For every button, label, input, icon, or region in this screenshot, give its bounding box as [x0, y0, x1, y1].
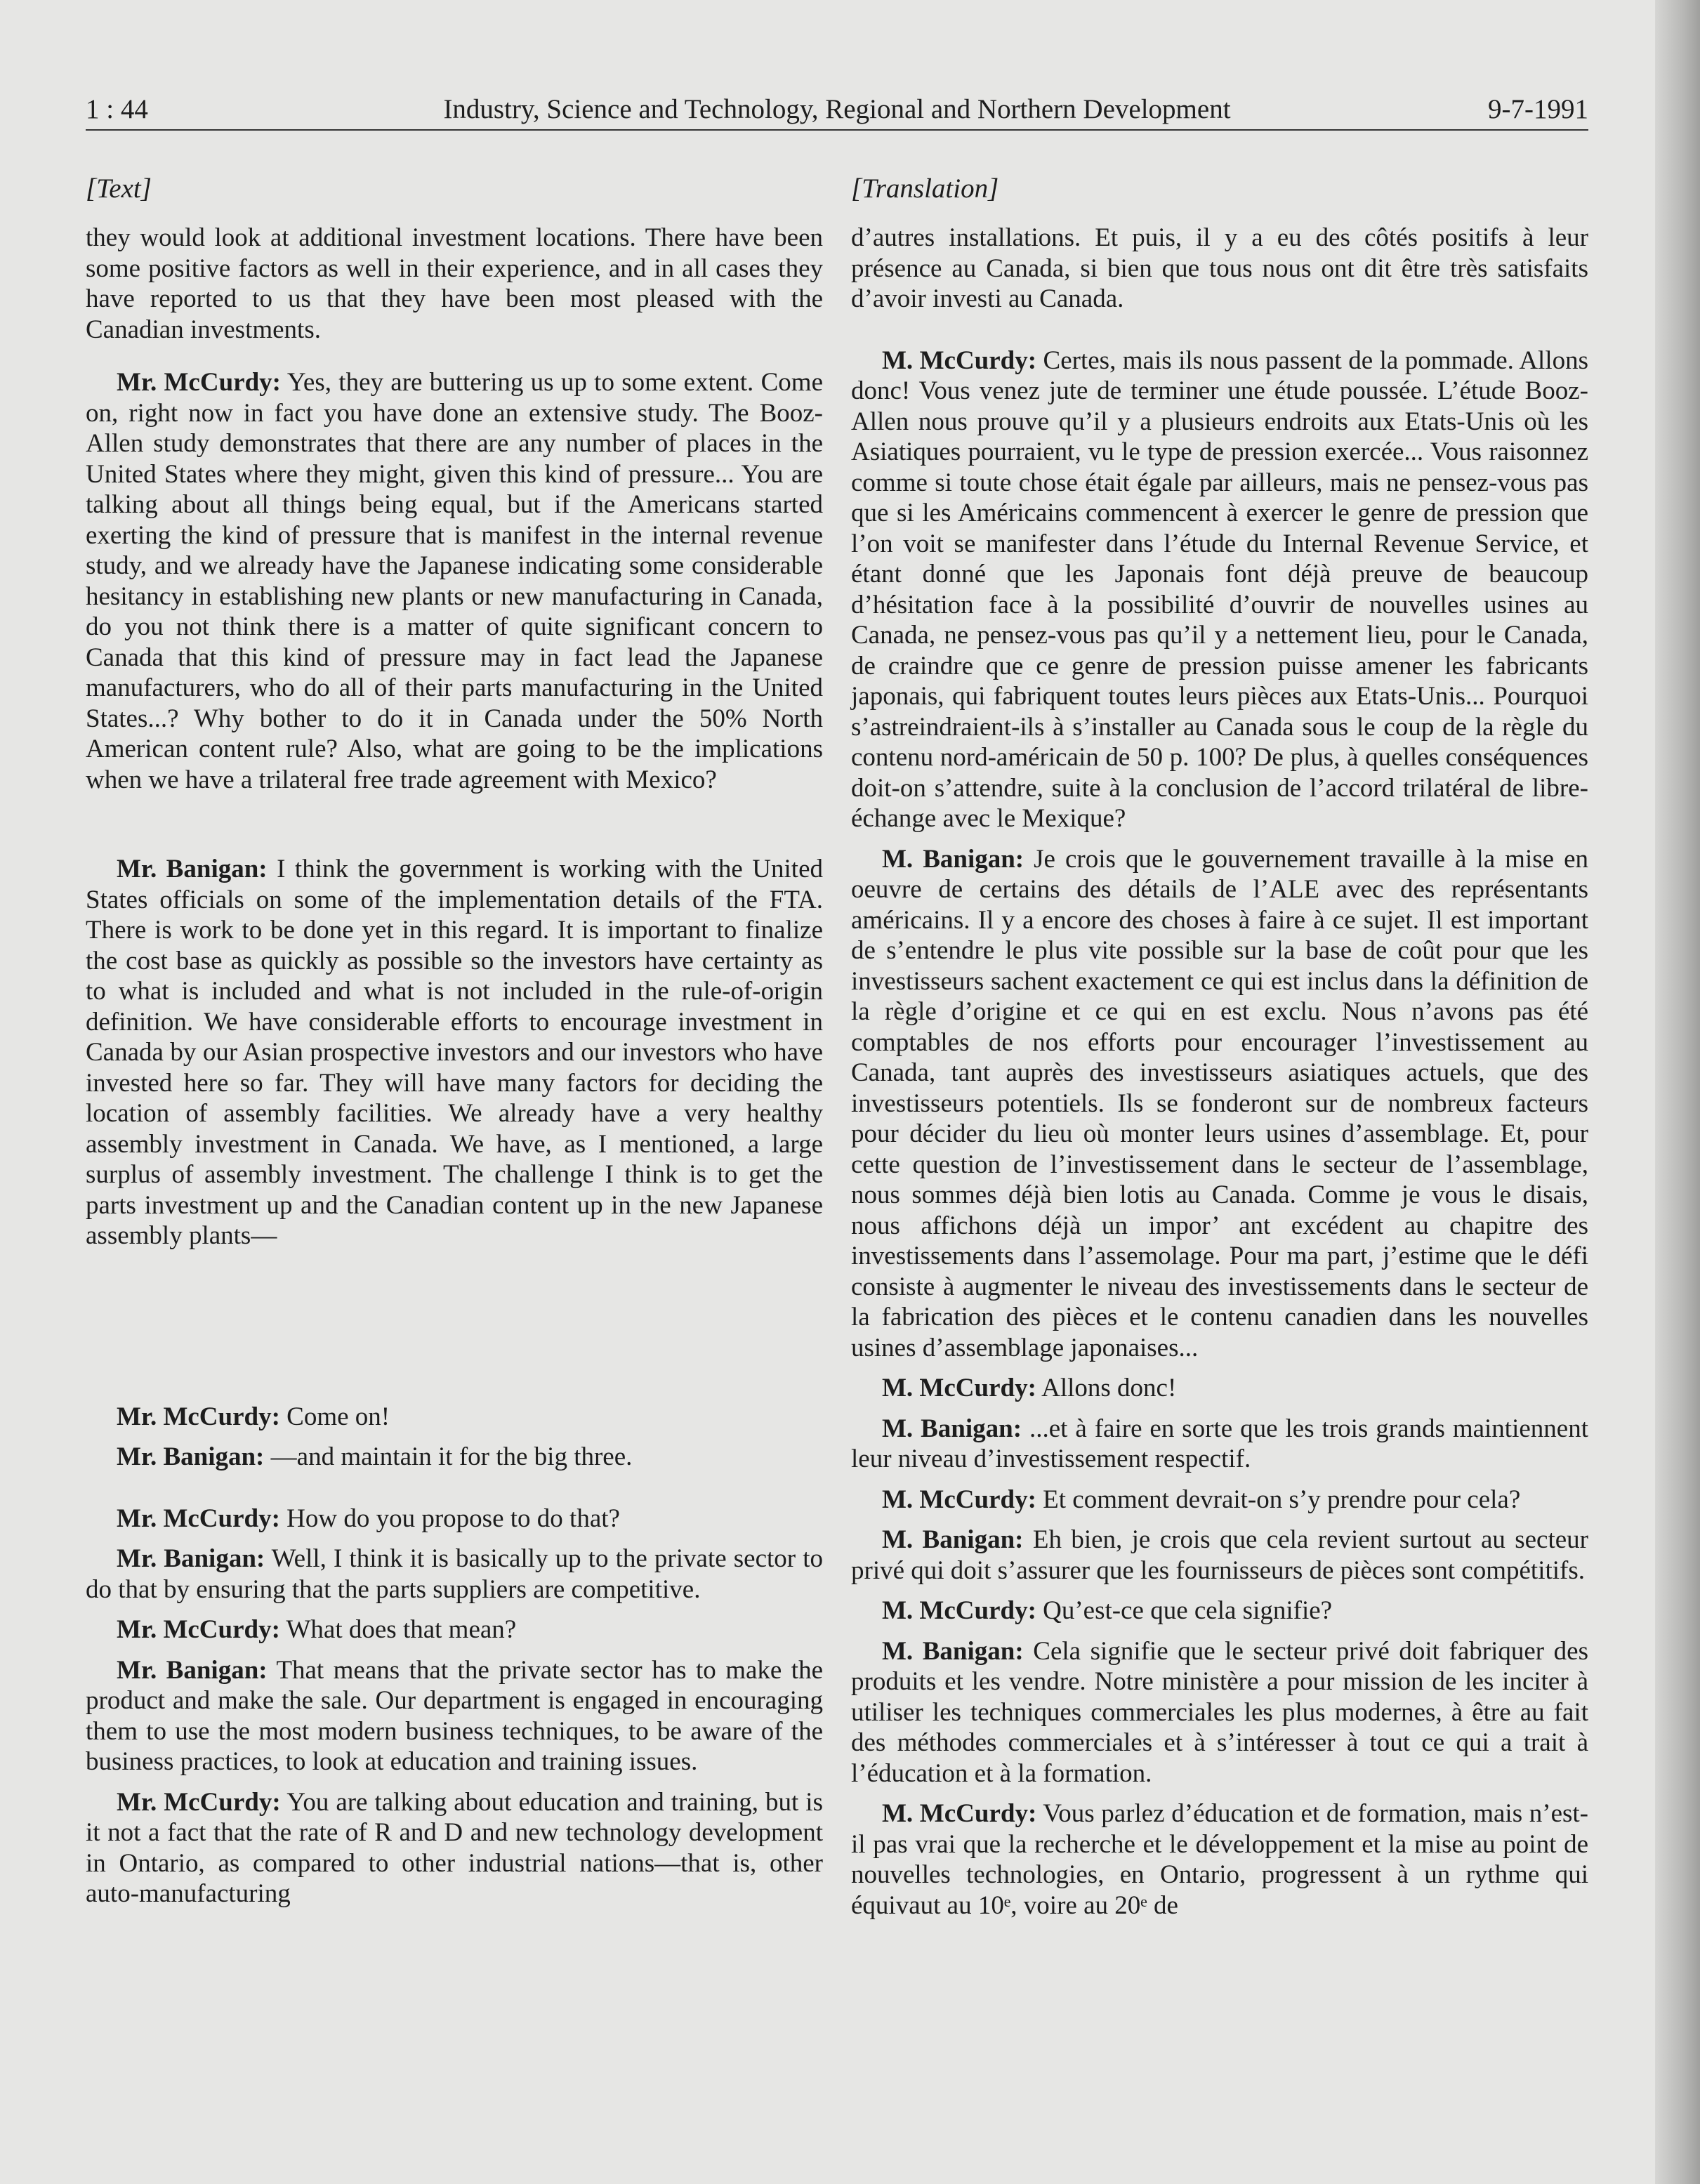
paragraph	[851, 844, 1588, 1364]
paragraph	[86, 1402, 823, 1433]
speaker: Mr. McCurdy:	[117, 1504, 280, 1533]
paragraph	[86, 1614, 823, 1645]
english-column	[86, 172, 823, 1919]
page-header	[86, 90, 1588, 131]
paragraph	[851, 1485, 1588, 1515]
french-column	[851, 172, 1588, 1930]
paragraph	[851, 346, 1588, 834]
paragraph	[86, 223, 823, 345]
paragraph-text: Je crois que le gouvernement travaille à la mise en oeuvre de certains des détails de l’ALE avec des représentants américains. Il y a encore des choses à faire à ce sujet. Il est important de s’entendre le plus vite possible sur la base de coût pour que les investisseurs sachent exactement ce qui est inclus dans la définition de la règle d’origine et ce qui en est exclu. Nous n’avons pas été comptables de nos efforts pour encourager l’investissement au Canada, tant auprès des investisseurs asiatiques actuels, que des investisseurs potentiels. Ils se fonderont sur de nombreux facteurs pour décider du lieu où monter leurs usines d’assemblage. Et, pour cette question de l’investissement dans le secteur de l’assemblage, nous sommes déjà bien lotis au Canada. Comme je vous le disais, nous affichons déjà un impor’ ant excédent au chapitre des investissements dans l’assemolage. Pour ma part, j’estime que le défi consiste à augmenter le niveau des investissements dans le secteur de la fabrication des pièces et le contenu canadien dans les nouvelles usines d’assemblage japonaises...	[851, 844, 1589, 1362]
paragraph-text: That means that the private sector has to make the product and make the sale. Our department is engaged in encouraging them to use the most modern business techniques, to be aware of the business practices, to look at education and training issues.	[86, 1655, 823, 1776]
paragraph-text: Yes, they are buttering us up to some extent. Come on, right now in fact you have done an extensive study. The Booz-Allen study demonstrates that there are any number of places in the United States where they might, given this kind of pressure... You are talking about all things being equal, but if the Americans started exerting the kind of pressure that is manifest in the internal revenue study, and we already have the Japanese indicating some considerable hesitancy in establishing new plants or new manufacturing in Canada, do you not think there is a matter of quite significant concern to Canada that this kind of pressure may in fact lead the Japanese manufacturers, who do all of their parts manufacturing in the United States...? Why bother to do it in Canada under the 50% North American content rule? Also, what are going to be the implications when we have a trilateral free trade agreement with Mexico?	[86, 368, 823, 794]
paragraph	[86, 1504, 823, 1534]
paragraph	[851, 1414, 1588, 1475]
speaker: Mr. Banigan:	[117, 1655, 268, 1685]
paragraph-text: —and maintain it for the big three.	[264, 1442, 633, 1471]
speaker: Mr. McCurdy:	[117, 1402, 280, 1431]
paragraph	[851, 1636, 1588, 1789]
paragraph	[86, 1544, 823, 1605]
speaker: M. Banigan:	[882, 1525, 1024, 1554]
speaker: Mr. Banigan:	[117, 855, 268, 883]
speaker: Mr. Banigan:	[117, 1442, 265, 1471]
header-date: 9-7-1991	[1488, 94, 1588, 124]
speaker: M. McCurdy:	[882, 1374, 1036, 1402]
translation-label: [Translation]	[851, 173, 999, 204]
speaker: Mr. McCurdy:	[117, 1787, 281, 1817]
speaker: M. Banigan:	[882, 1414, 1022, 1443]
speaker: Mr. Banigan:	[117, 1544, 265, 1573]
paragraph	[86, 367, 823, 795]
speaker: Mr. McCurdy:	[117, 1615, 280, 1644]
paragraph-text: ...et à faire en sorte que les trois grands maintiennent leur niveau d’investissement respectif.	[851, 1414, 1588, 1473]
paragraph-text: they would look at additional investment locations. There have been some positive factors as well in their experience, and in all cases they have reported to us that they have been most pleased with the Canadian investments.	[86, 223, 823, 344]
paragraph	[851, 223, 1588, 315]
paragraph-text: What does that mean?	[279, 1615, 517, 1644]
speaker: M. McCurdy:	[882, 346, 1037, 375]
speaker: M. McCurdy:	[882, 1799, 1037, 1828]
speaker: M. Banigan:	[882, 1636, 1024, 1666]
paragraph-text: Vous parlez d’éducation et de formation, mais n’est-il pas vrai que la recherche et le développement et la mise au point de nouvelles technologies, en Ontario, progressent à un rythme qui équivaut au 10ᵉ, voire au 20ᵉ de	[851, 1799, 1588, 1920]
text-label: [Text]	[86, 173, 152, 204]
paragraph-text: Eh bien, je crois que cela revient surtout au secteur privé qui doit s’assurer que les fournisseurs de pièces sont compétitifs.	[851, 1525, 1589, 1585]
paragraph-text: Qu’est-ce que cela signifie?	[1036, 1596, 1333, 1625]
paragraph	[86, 1787, 823, 1909]
page-number: 1 : 44	[86, 94, 148, 124]
paragraph	[851, 1798, 1588, 1921]
paragraph	[851, 1525, 1588, 1586]
paragraph-text: You are talking about education and training, but is it not a fact that the rate of R and D and new technology development in Ontario, as compared to other industrial nations—that is, other auto-manufacturing	[86, 1787, 823, 1908]
speaker: M. McCurdy:	[882, 1485, 1036, 1514]
paragraph-text: Come on!	[279, 1402, 390, 1431]
speaker: M. Banigan:	[882, 844, 1024, 874]
paragraph-text: Certes, mais ils nous passent de la pommade. Allons donc! Vous venez jute de terminer une étude poussée. L’étude Booz-Allen nous prouve qu’il y a plusieurs endroits aux Etats-Unis où les Asiatiques pourraient, vu le type de pression exercée... Vous raisonnez comme si toute chose était égale par ailleurs, mais ne pensez-vous pas que si les Américains commencent à exercer le genre de pression que l’on voit se manifester dans l’étude du Internal Revenue Service, et étant donné que les Japonais font déjà preuve de beaucoup d’hésitation face à la possibilité d’ouvrir de nouvelles usines au Canada, ne pensez-vous pas qu’il y a nettement lieu, pour le Canada, de craindre que ce genre de pression puisse amener les fabricants japonais, qui fabriquent toutes leurs pièces aux Etats-Unis... Pourquoi s’astreindraient-ils à s’installer au Canada sous le coup de la règle du contenu nord-américain de 50 p. 100? De plus, à quelles conséquences doit-on s’attendre, suite à la conclusion de l’accord trilatéral de libre-échange avec le Mexique?	[851, 346, 1588, 833]
paragraph-text: How do you propose to do that?	[279, 1504, 620, 1533]
speaker: M. McCurdy:	[882, 1596, 1036, 1625]
paragraph	[851, 1373, 1588, 1404]
paragraph	[86, 854, 823, 1251]
paragraph-text: Cela signifie que le secteur privé doit fabriquer des produits et les vendre. Notre ministère a pour mission de les inciter à utiliser les techniques commerciales les plus modernes, à être au fait des méthodes commerciales et à s’intéresser à tout ce qui a trait à l’éducation et à la formation.	[851, 1636, 1589, 1788]
paragraph	[851, 1596, 1588, 1626]
speaker: Mr. McCurdy:	[117, 368, 281, 397]
header-title: Industry, Science and Technology, Regional and Northern Development	[443, 94, 1231, 124]
paragraph-text: Et comment devrait-on s’y prendre pour cela?	[1036, 1485, 1521, 1514]
paragraph	[86, 1442, 823, 1473]
paragraph-text: Allons donc!	[1036, 1374, 1177, 1402]
paragraph-text: Well, I think it is basically up to the private sector to do that by ensuring that the parts suppliers are competitive.	[86, 1544, 823, 1604]
paragraph-text: I think the government is working with the United States officials on some of the implementation details of the FTA. There is work to be done yet in this regard. It is important to finalize the cost base as quickly as possible so the investors have certainty as to what is included and what is not included in the rule-of-origin definition. We have considerable efforts to encourage investment in Canada by our Asian prospective investors and our investors who have invested here so far. They will have many factors for deciding the location of assembly facilities. We already have a very healthy assembly investment in Canada. We have, as I mentioned, a large surplus of assembly investment. The challenge I think is to get the parts investment up and the Canadian content up in the new Japanese assembly plants—	[86, 855, 823, 1250]
paragraph	[86, 1655, 823, 1777]
paragraph-text: d’autres installations. Et puis, il y a eu des côtés positifs à leur présence au Canada, si bien que tous nous ont dit être très satisfaits d’avoir investi au Canada.	[851, 223, 1588, 313]
page-edge-shadow	[1655, 0, 1700, 2184]
